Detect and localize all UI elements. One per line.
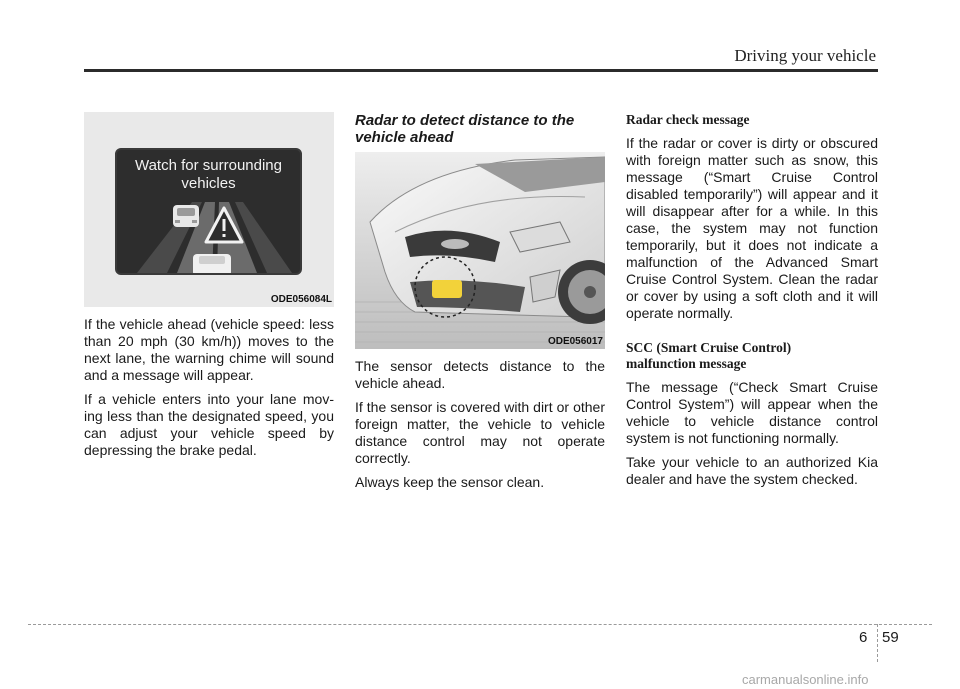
cluster-warning-figure — [84, 112, 334, 307]
watermark: carmanualsonline.info — [742, 672, 869, 687]
page-number: 59 — [882, 629, 899, 646]
paragraph: If a vehicle enters into your lane mov-ing less than the designated speed, you can adjust your vehicle speed by depressing the brake pedal. — [84, 391, 334, 458]
subheading-line-2: malfunction message — [626, 356, 747, 371]
radar-sensor-icon — [432, 280, 462, 298]
subheading-radar-check: Radar check message — [626, 112, 750, 127]
subheading-line-1: SCC (Smart Cruise Control) — [626, 340, 792, 355]
figure-code: ODE056017 — [547, 336, 603, 347]
paragraph: If the radar or cover is dirty or obscured with foreign matter such as snow, this message (“Smart Cruise Control disabled temporarily”) will appear and it will disappear after for a while. In this case, the system may not function temporarily, but it does not indicate a malfunction of the Advanced Smart Cruise Control System. Clean the radar or cover by using a soft cloth and it will operate normally. — [626, 135, 878, 321]
page-number-divider — [877, 624, 878, 662]
column-3 — [626, 112, 878, 495]
cluster-message — [117, 157, 300, 193]
paragraph: If the vehicle ahead (vehicle speed: less than 20 mph (30 km/h)) moves to the next lane, the warning chime will sound and a message will appear. — [84, 316, 334, 383]
section-title: Radar to detect distance to the vehicle ahead — [355, 112, 575, 146]
paragraph: The sensor detects distance to the vehicle ahead. — [355, 358, 605, 391]
footer-rule — [28, 624, 932, 625]
column-1 — [84, 112, 334, 466]
vehicle-ahead-icon — [173, 205, 199, 227]
chapter-number: 6 — [859, 629, 868, 646]
column-2 — [355, 112, 605, 498]
header-rule — [84, 69, 878, 72]
radar-location-figure — [355, 152, 605, 349]
cluster-display — [115, 148, 302, 275]
cluster-message-line-1: Watch for surrounding — [134, 157, 282, 174]
own-vehicle-icon — [193, 254, 231, 273]
figure-code: ODE056084L — [270, 294, 332, 305]
paragraph: The message (“Check Smart Cruise Control System”) will appear when the vehicle to vehicle distance control system is not functioning normally. — [626, 379, 878, 446]
car-front-illustration — [355, 152, 605, 349]
paragraph: If the sensor is covered with dirt or other foreign matter, the vehicle to vehicle distance control may not operate correctly. — [355, 399, 605, 466]
page-header-title: Driving your vehicle — [734, 46, 876, 65]
paragraph: Take your vehicle to an authorized Kia dealer and have the system checked. — [626, 454, 878, 487]
cluster-message-line-2: vehicles — [181, 175, 236, 192]
paragraph: Always keep the sensor clean. — [355, 474, 545, 490]
subheading-scc-malfunction — [626, 340, 878, 372]
kia-logo-icon — [441, 239, 469, 249]
